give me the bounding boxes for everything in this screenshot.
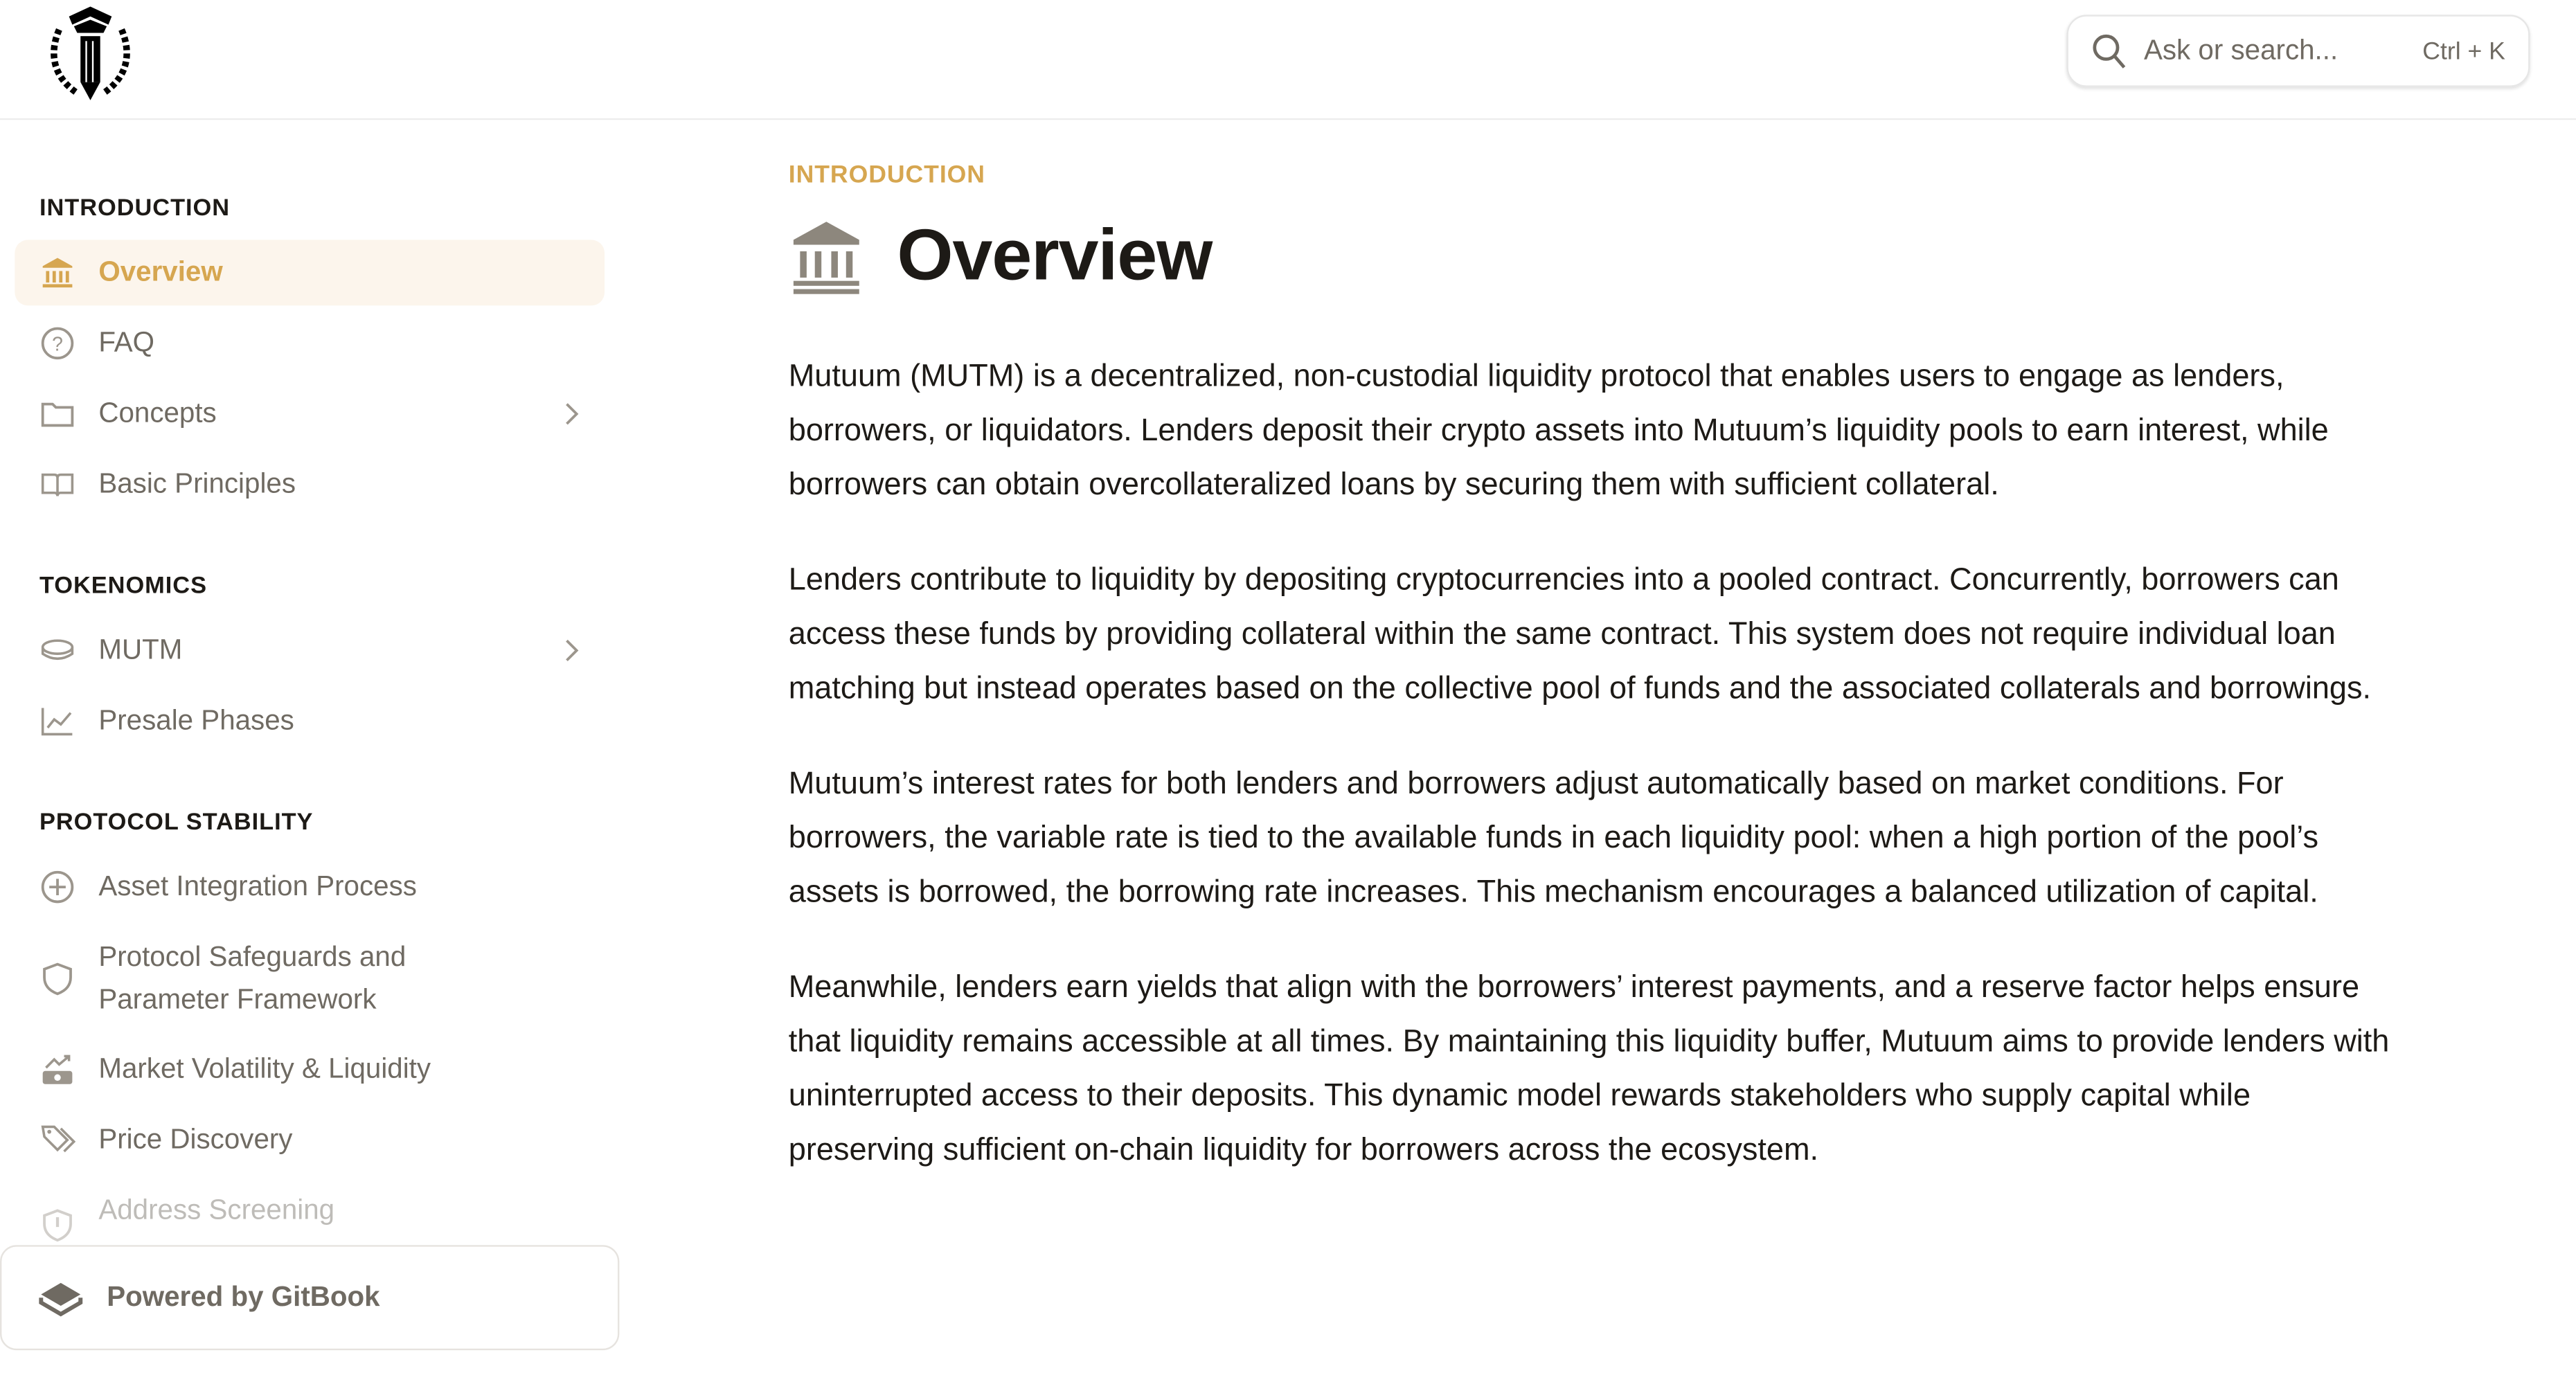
sidebar — [0, 120, 625, 1373]
sidebar-item-label: FAQ — [98, 327, 155, 359]
sidebar-item-overview[interactable] — [15, 240, 605, 305]
powered-by-gitbook-link[interactable] — [0, 1245, 619, 1350]
folder-icon — [39, 396, 75, 432]
section-tokenomics: TOKENOMICS — [39, 573, 207, 600]
sidebar-item-label: Presale Phases — [98, 704, 294, 736]
search-shortcut: Ctrl + K — [2422, 37, 2505, 65]
search-bar[interactable] — [2066, 15, 2530, 87]
page-title-row — [789, 215, 1212, 298]
gitbook-label: Powered by GitBook — [107, 1281, 380, 1313]
search-icon — [2091, 33, 2127, 69]
svg-text:?: ? — [52, 333, 63, 356]
breadcrumb[interactable]: INTRODUCTION — [788, 161, 985, 189]
sidebar-item-label: Protocol Safeguards and Parameter Framework — [98, 941, 406, 1016]
paragraph: Mutuum (MUTM) is a decentralized, non-custodial liquidity protocol that enables users to engage as lenders, borrowers, or liquidators. Lenders deposit their crypto assets into Mutuum’s liquidity pools to earn interest, while borrowers can obtain overcollateralized loans by securing them with sufficient collateral. — [788, 359, 2329, 503]
section-protocol-stability: PROTOCOL STABILITY — [39, 809, 314, 836]
sidebar-item-faq[interactable] — [15, 310, 605, 376]
sidebar-item-label: Overview — [98, 256, 223, 288]
sidebar-item-market-volatility[interactable] — [15, 1037, 605, 1102]
sidebar-item-protocol-safeguards[interactable] — [15, 933, 605, 1025]
sidebar-item-label: Concepts — [98, 397, 217, 429]
search-placeholder: Ask or search... — [2143, 34, 2338, 66]
sidebar-item-label: Asset Integration Process — [98, 870, 417, 902]
chart-line-icon — [39, 703, 75, 739]
sidebar-item-mutm[interactable] — [15, 618, 605, 683]
chevron-right-icon[interactable] — [562, 399, 581, 429]
sidebar-item-label: Address Screening — [98, 1194, 335, 1226]
sidebar-item-concepts[interactable] — [15, 381, 605, 447]
page-title: Overview — [897, 215, 1213, 296]
sidebar-item-basic-principles[interactable] — [15, 451, 605, 517]
mutuum-logo[interactable] — [39, 6, 141, 102]
sidebar-item-price-discovery[interactable] — [15, 1107, 605, 1173]
paragraph: Lenders contribute to liquidity by depositing cryptocurrencies into a pooled contract. Concurrently, borrowers can access these funds by providing collateral within the same contract. This system does not require individual loan matching but instead operates based on the collective pool of funds and the associated collaterals and borrowings. — [788, 563, 2372, 707]
money-trend-icon — [39, 1051, 75, 1087]
paragraph: Meanwhile, lenders earn yields that align with the borrowers’ interest payments, and a reserve factor helps ensure that liquidity remains accessible at all times. By maintaining this liquidity buffer, Mutuum aims to provide lenders with uninterrupted access to their deposits. This dynamic model rewards stakeholders who supply capital while preserving sufficient on-chain liquidity for borrowers across the ecosystem. — [788, 971, 2390, 1168]
bank-icon — [39, 255, 75, 291]
top-header — [0, 0, 2576, 120]
book-icon — [39, 467, 75, 503]
question-circle-icon — [39, 325, 75, 361]
chevron-right-icon[interactable] — [562, 636, 581, 665]
sidebar-item-asset-integration[interactable] — [15, 854, 605, 920]
sidebar-item-label: Price Discovery — [98, 1123, 293, 1155]
sidebar-item-label: Market Volatility & Liquidity — [98, 1052, 431, 1084]
tags-icon — [39, 1122, 75, 1158]
article-body — [789, 350, 2399, 1219]
shield-icon — [39, 961, 75, 997]
section-introduction: INTRODUCTION — [39, 195, 231, 222]
sidebar-item-address-screening[interactable] — [15, 1178, 605, 1244]
shield-exclamation-icon — [39, 1208, 75, 1244]
sidebar-item-label: Basic Principles — [98, 468, 296, 500]
bank-icon — [789, 217, 864, 296]
sidebar-item-presale-phases[interactable] — [15, 688, 605, 754]
sidebar-item-label: MUTM — [98, 634, 183, 665]
coins-icon — [39, 632, 75, 668]
paragraph: Mutuum’s interest rates for both lenders and borrowers adjust automatically based on market conditions. For borrowers, the variable rate is tied to the available funds in each liquidity pool: when a high portion of the pool’s assets is borrowed, the borrowing rate increases. This mechanism encourages a balanced utilization of capital. — [788, 766, 2319, 910]
plus-circle-icon — [39, 869, 75, 905]
gitbook-icon — [38, 1276, 84, 1319]
